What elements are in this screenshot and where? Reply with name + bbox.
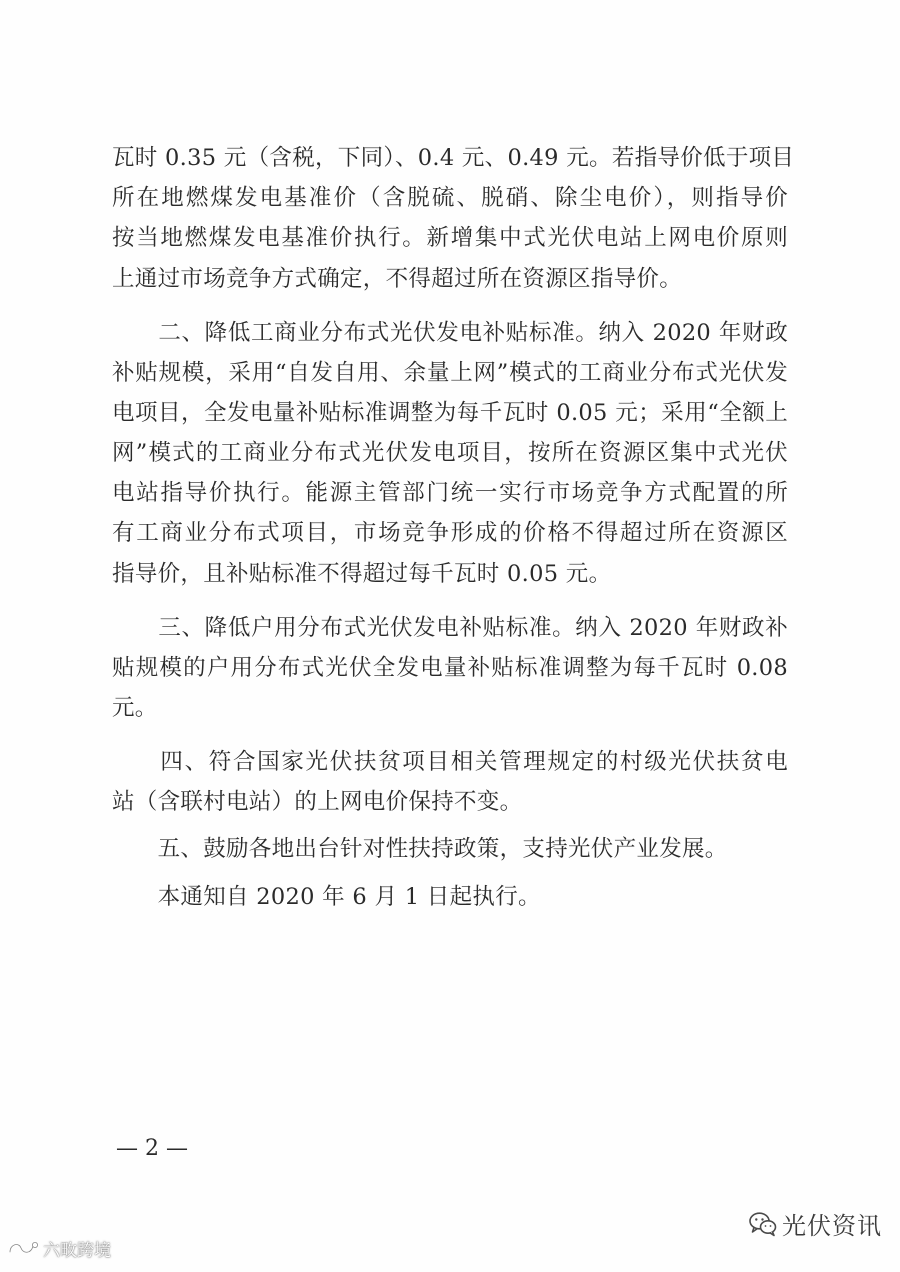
text-line: 五、鼓励各地出台针对性扶持政策，支持光伏产业发展。 bbox=[112, 836, 728, 863]
text-line: 网”模式的工商业分布式光伏发电项目，按所在资源区集中式光伏 bbox=[112, 440, 788, 467]
text-line: 四、符合国家光伏扶贫项目相关管理规定的村级光伏扶贫电 bbox=[112, 749, 788, 776]
text-line: 电项目，全发电量补贴标准调整为每千瓦时 0.05 元；采用“全额上 bbox=[112, 399, 788, 426]
text-line: 有工商业分布式项目，市场竞争形成的价格不得超过所在资源区 bbox=[112, 520, 788, 547]
text-line: 指导价，且补贴标准不得超过每千瓦时 0.05 元。 bbox=[112, 560, 612, 587]
text-line: 站（含联村电站）的上网电价保持不变。 bbox=[112, 789, 523, 816]
document-body bbox=[112, 138, 795, 917]
text-line: 所在地燃煤发电基准价（含脱硫、脱硝、除尘电价），则指导价 bbox=[112, 185, 788, 212]
watermark-left-text: 六畋跨境 bbox=[43, 1241, 111, 1261]
text-line: 按当地燃煤发电基准价执行。新增集中式光伏电站上网电价原则 bbox=[112, 225, 788, 252]
text-line: 贴规模的户用分布式光伏全发电量补贴标准调整为每千瓦时 0.08 bbox=[112, 654, 788, 681]
text-line: 补贴规模，采用“自发自用、余量上网”模式的工商业分布式光伏发 bbox=[112, 359, 788, 386]
watermark-left bbox=[6, 1238, 111, 1264]
logo-mark-icon bbox=[6, 1238, 40, 1264]
watermark-right bbox=[748, 1208, 882, 1244]
text-line: 上通过市场竞争方式确定，不得超过所在资源区指导价。 bbox=[112, 265, 683, 292]
watermark-right-text: 光伏资讯 bbox=[782, 1212, 882, 1240]
text-line: 电站指导价执行。能源主管部门统一实行市场竞争方式配置的所 bbox=[112, 480, 788, 507]
page-number: — 2 — bbox=[116, 1136, 188, 1161]
wechat-icon bbox=[748, 1211, 778, 1241]
text-line: 二、降低工商业分布式光伏发电补贴标准。纳入 2020 年财政 bbox=[112, 319, 788, 346]
text-line: 本通知自 2020 年 6 月 1 日起执行。 bbox=[112, 883, 541, 910]
text-line: 三、降低户用分布式光伏发电补贴标准。纳入 2020 年财政补 bbox=[112, 614, 788, 641]
text-line: 瓦时 0.35 元（含税，下同）、0.4 元、0.49 元。若指导价低于项目 bbox=[112, 145, 795, 171]
text-line: 元。 bbox=[112, 695, 158, 722]
